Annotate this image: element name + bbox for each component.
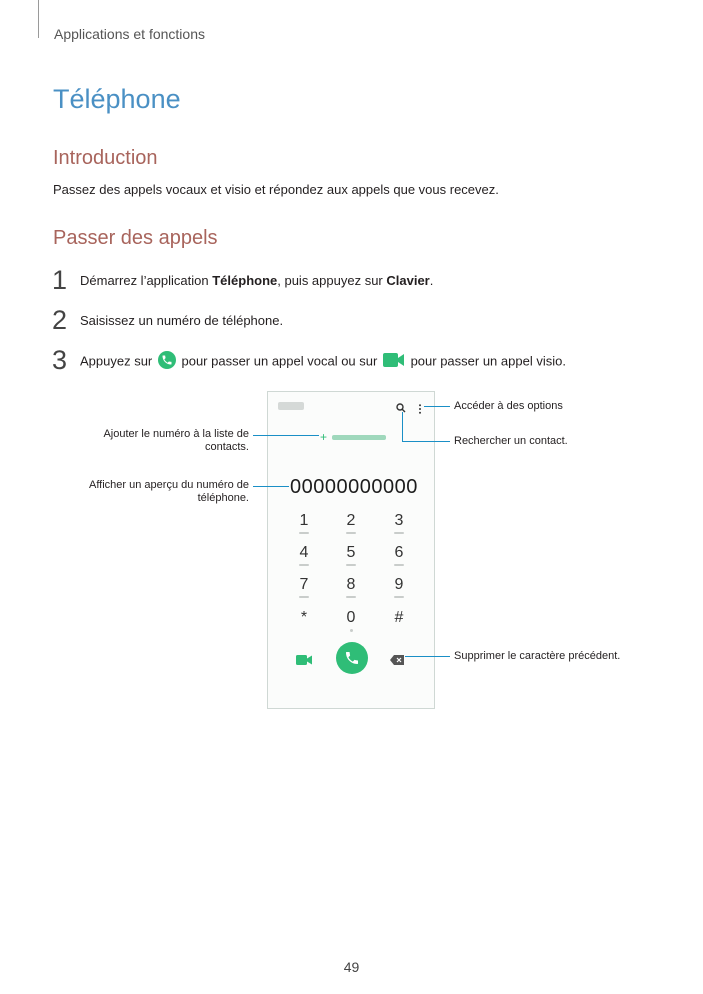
callout-search: Rechercher un contact. xyxy=(454,435,568,447)
key-4[interactable]: 4 xyxy=(289,544,319,566)
step-text: Appuyez sur pour passer un appel vocal ou sur pour passer un appel visio. xyxy=(80,353,566,371)
key-8[interactable]: 8 xyxy=(336,576,366,598)
callout-delete: Supprimer le caractère précédent. xyxy=(454,650,621,662)
video-call-icon xyxy=(383,352,405,368)
callout-line xyxy=(402,412,403,441)
callout-add-contact: Ajouter le numéro à la liste de contacts. xyxy=(103,428,249,453)
key-5[interactable]: 5 xyxy=(336,544,366,566)
callout-preview: Afficher un aperçu du numéro de téléphone. xyxy=(88,479,249,504)
step-text: Démarrez l’application Téléphone, puis appuyez sur Clavier. xyxy=(80,273,434,288)
voice-call-button[interactable] xyxy=(336,642,368,674)
key-0[interactable]: 0 xyxy=(336,609,366,632)
key-hash[interactable]: # xyxy=(394,609,404,626)
callout-options: Accéder à des options xyxy=(454,400,563,412)
add-contact-button[interactable] xyxy=(332,435,386,440)
app-name: Téléphone xyxy=(212,273,278,288)
key-6[interactable]: 6 xyxy=(384,544,414,566)
app-title-placeholder xyxy=(278,402,304,410)
page-title: Téléphone xyxy=(53,84,181,114)
voice-call-icon xyxy=(158,351,176,369)
dialed-number: 00000000000 xyxy=(290,476,418,498)
callout-line xyxy=(253,486,289,487)
key-2[interactable]: 2 xyxy=(336,512,366,534)
key-7[interactable]: 7 xyxy=(289,576,319,598)
callout-line xyxy=(253,435,319,436)
add-contact-icon[interactable]: + xyxy=(320,430,328,444)
page-number: 49 xyxy=(343,959,360,975)
intro-heading: Introduction xyxy=(53,147,158,169)
keypad-label: Clavier xyxy=(386,273,430,288)
phone-screen xyxy=(267,391,435,709)
more-options-icon[interactable] xyxy=(418,401,422,419)
header-rule xyxy=(38,0,39,38)
key-9[interactable]: 9 xyxy=(384,576,414,598)
section-title: Applications et fonctions xyxy=(54,26,205,42)
step-number: 2 xyxy=(52,305,68,335)
key-star[interactable]: * xyxy=(300,609,308,626)
calls-heading: Passer des appels xyxy=(53,227,218,249)
step-number: 3 xyxy=(52,345,68,375)
backspace-icon[interactable] xyxy=(390,652,404,670)
callout-line xyxy=(402,441,450,442)
intro-text: Passez des appels vocaux et visio et répondez aux appels que vous recevez. xyxy=(53,182,499,197)
callout-line xyxy=(405,656,450,657)
callout-line xyxy=(424,406,450,407)
step-text: Saisissez un numéro de téléphone. xyxy=(80,313,284,328)
search-icon[interactable] xyxy=(396,400,406,418)
key-1[interactable]: 1 xyxy=(289,512,319,534)
step-number: 1 xyxy=(52,265,68,295)
video-call-button[interactable] xyxy=(296,653,312,671)
key-3[interactable]: 3 xyxy=(384,512,414,534)
